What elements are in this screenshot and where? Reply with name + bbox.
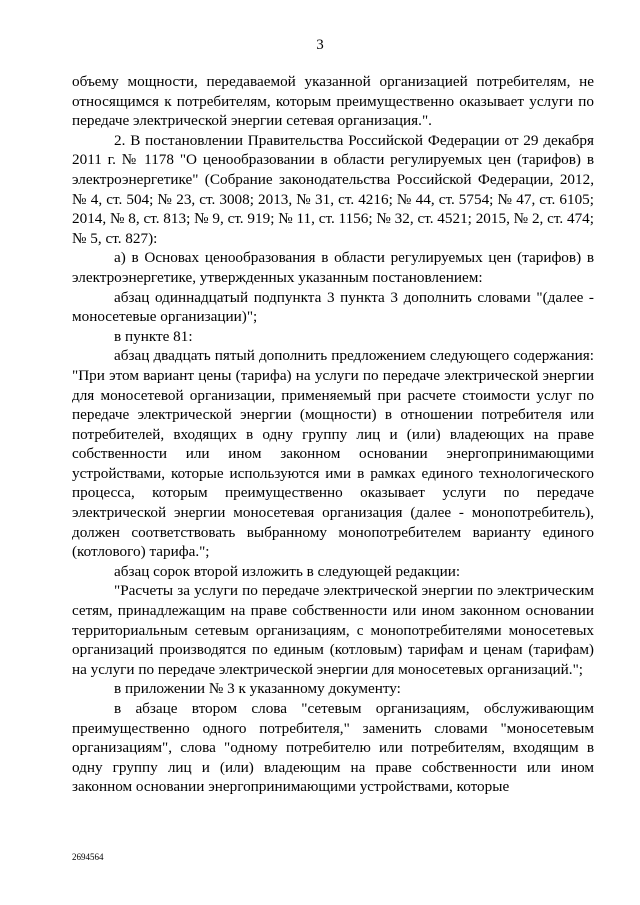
paragraph-point-81: в пункте 81: xyxy=(114,327,193,345)
document-code: 2694564 xyxy=(72,852,104,862)
paragraph-appendix-3: в приложении № 3 к указанному документу: xyxy=(114,680,401,698)
document-body xyxy=(72,72,594,797)
paragraph-abzac-2: в абзаце втором слова "сетевым организациям, обслуживающим преимущественно одного потребителя," заменить словами "моносетевым организациям", слова "одному потребителю или потребителям, входящим в одну группу лиц и (или) владеющим на праве собственности или ином законном основании энергопринимающими устройствами, которые xyxy=(72,700,594,796)
paragraph-continuation: объему мощности, передаваемой указанной организацией потребителям, не относящимся к потребителям, которым преимущественно оказывает услуги по передаче электрической энергии сетевая организация.". xyxy=(72,73,594,130)
page-number: 3 xyxy=(316,37,324,53)
paragraph-item-2: 2. В постановлении Правительства Российской Федерации от 29 декабря 2011 г. № 1178 "О ценообразовании в области регулируемых цен (тарифов) в электроэнергетике" (Собрание законодательства Российской Федерации, 2012, № 4, ст. 504; № 23, ст. 3008; 2013, № 31, ст. 4216; № 44, ст. 5754; № 47, ст. 6105; 2014, № 8, ст. 813; № 9, ст. 919; № 11, ст. 1156; № 32, ст. 4521; 2015, № 2, ст. 474; № 5, ст. 827): xyxy=(72,131,594,247)
paragraph-abzac-25: абзац двадцать пятый дополнить предложением следующего содержания: "При этом вариант цены (тарифа) на услуги по передаче электрической энергии для моносетевой организации, применяемый при расчете стоимости услуг по передаче электрической энергии (мощности) в отношении потребителя или потребителей, входящих в одну группу лиц и (или) владеющих на праве собственности или ином законном основании энергопринимающими устройствами, которые используются ими в рамках единого технологического процесса, которым преимущественно оказывает услуги по передаче электрической энергии моносетевая организация (далее - монопотребитель), должен соответствовать выбранному монопотребителем варианту единого (котлового) тарифа."; xyxy=(72,347,594,561)
paragraph-abzac-11: абзац одиннадцатый подпункта 3 пункта 3 дополнить словами "(далее - моносетевые организации)"; xyxy=(72,288,594,326)
paragraph-quote-raschety: "Расчеты за услуги по передаче электрической энергии по электрическим сетям, принадлежащим на праве собственности или ином законном основании территориальным сетевым организациям, с монопотребителями моносетевых организаций производятся по единым (котловым) тарифам и ценам (тарифам) на услуги по передаче электрической энергии для моносетевых организаций."; xyxy=(72,582,594,678)
paragraph-subitem-a: а) в Основах ценообразования в области регулируемых цен (тарифов) в электроэнергетике, утвержденных указанным постановлением: xyxy=(72,249,594,286)
paragraph-abzac-42: абзац сорок второй изложить в следующей редакции: xyxy=(114,562,461,580)
